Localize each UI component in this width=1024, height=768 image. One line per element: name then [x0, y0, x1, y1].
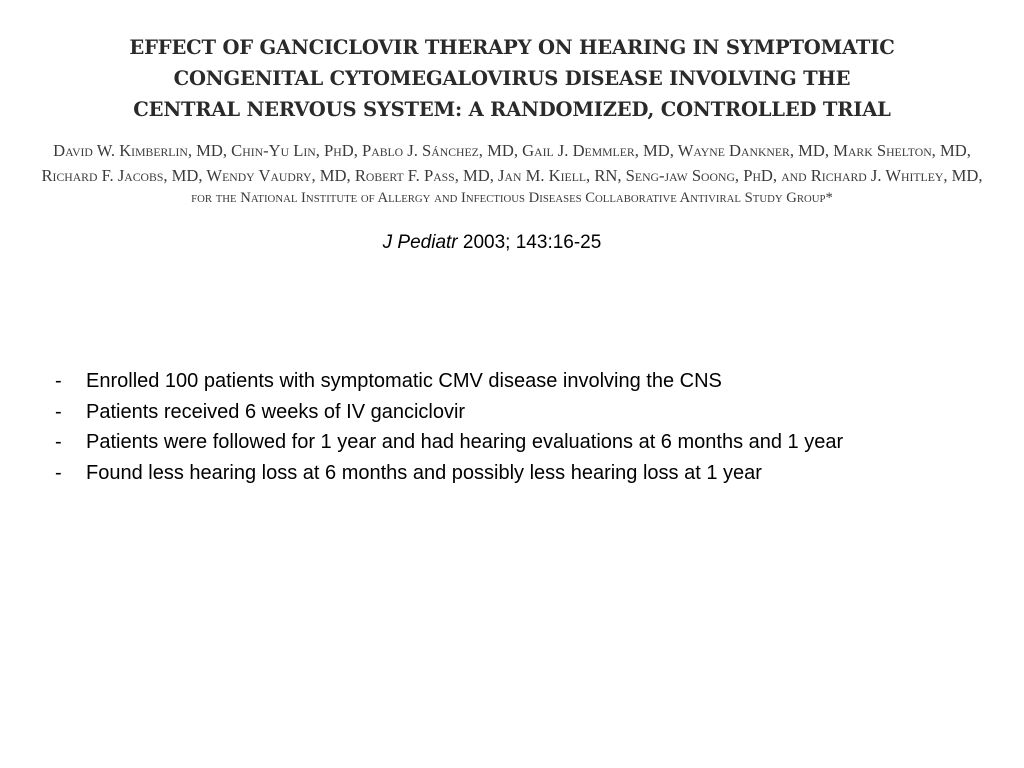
list-item [55, 458, 1015, 489]
bullet-marker: - [55, 431, 62, 453]
journal-name: J Pediatr [382, 232, 458, 253]
author-list [0, 138, 1024, 209]
bullet-marker: - [55, 370, 62, 392]
list-item [55, 366, 1015, 397]
summary-bullet-list [55, 366, 1015, 488]
bullet-marker: - [55, 400, 62, 423]
journal-citation [0, 230, 984, 256]
bullet-text: Patients were followed for 1 year and had hearing evaluations at 6 months and 1 year [86, 431, 844, 453]
paper-title-line: CENTRAL NERVOUS SYSTEM: A RANDOMIZED, CONTROLLED TRIAL [133, 97, 891, 121]
author-line: David W. Kimberlin, MD, Chin-Yu Lin, PhD, Pablo J. Sánchez, MD, Gail J. Demmler, MD, Wayne Dankner, MD, Mark Shelton, MD, [53, 141, 971, 160]
bullet-text: Enrolled 100 patients with symptomatic CMV disease involving the CNS [86, 370, 722, 392]
paper-title-line: CONGENITAL CYTOMEGALOVIRUS DISEASE INVOLVING THE [173, 66, 851, 90]
bullet-text: Patients received 6 weeks of IV ganciclovir [86, 400, 466, 423]
author-line: Richard F. Jacobs, MD, Wendy Vaudry, MD, Robert F. Pass, MD, Jan M. Kiell, RN, Seng-jaw Soong, PhD, and Richard J. Whitley, MD, [41, 166, 983, 185]
citation-details: 2003; 143:16-25 [457, 232, 602, 253]
bullet-marker: - [55, 461, 62, 484]
study-group-line: for the National Institute of Allergy and Infectious Diseases Collaborative Antiviral Study Group* [191, 190, 833, 206]
list-item [55, 397, 1015, 428]
paper-title-line: EFFECT OF GANCICLOVIR THERAPY ON HEARING IN SYMPTOMATIC [129, 35, 895, 59]
list-item [55, 427, 1015, 458]
bullet-text: Found less hearing loss at 6 months and possibly less hearing loss at 1 year [86, 461, 762, 484]
paper-title [0, 32, 1024, 125]
